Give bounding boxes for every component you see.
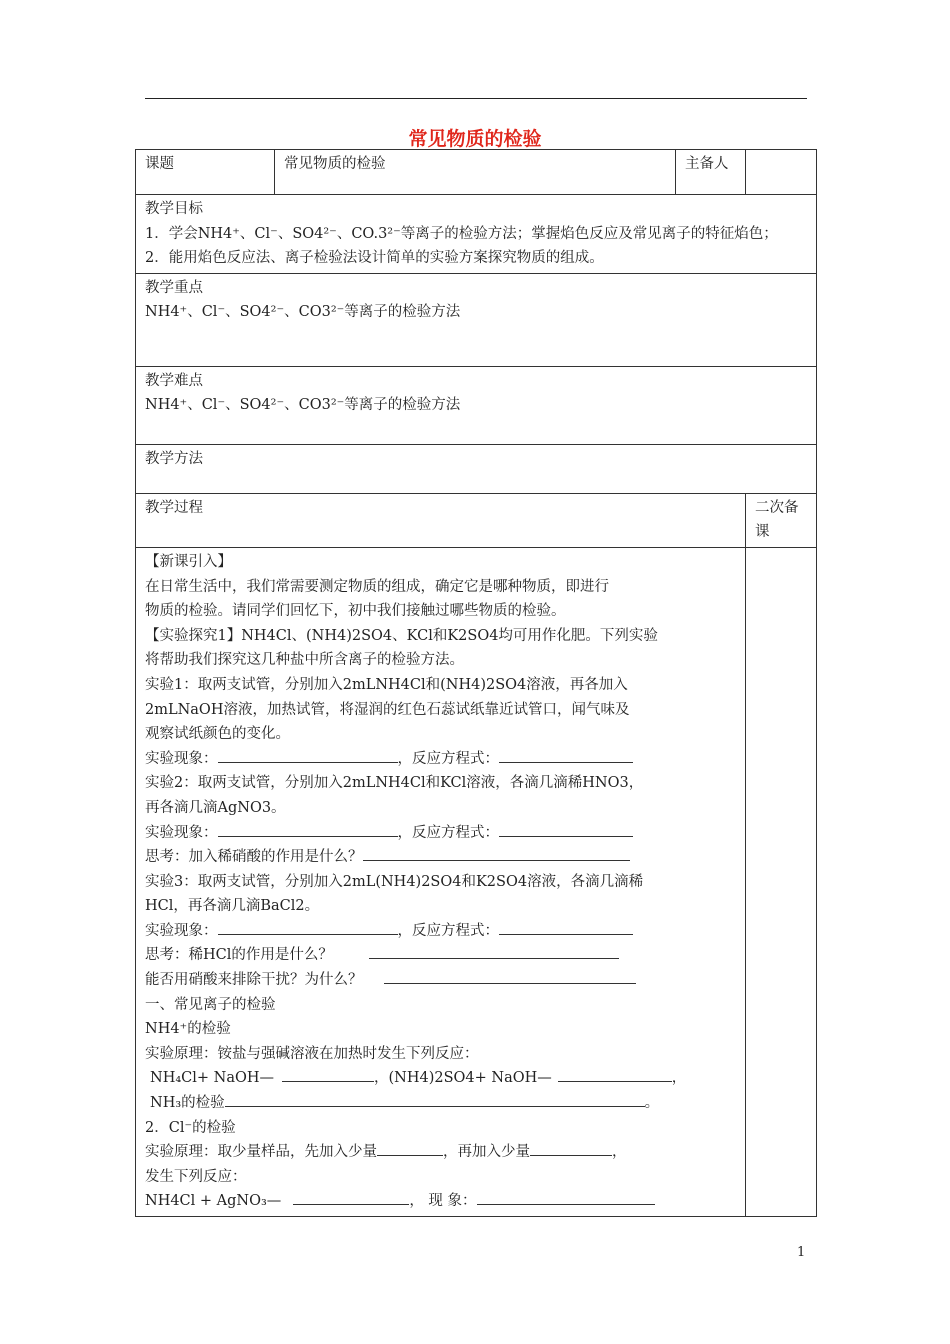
answer-blank[interactable]: [558, 1066, 672, 1082]
answer-blank[interactable]: [369, 943, 619, 959]
process-line: 2mLNaOH溶液，加热试管，将湿润的红色石蕊试纸靠近试管口，闻气味及: [145, 701, 630, 718]
page-number: 1: [797, 1245, 806, 1260]
process-line: HCl，再各滴几滴BaCl2。: [145, 898, 320, 915]
topic-label: 课题: [136, 150, 275, 195]
answer-blank[interactable]: [293, 1189, 409, 1205]
methods-row: [136, 444, 817, 493]
answer-blank[interactable]: [377, 1140, 443, 1156]
process-line: 物质的检验。请同学们回忆下，初中我们接触过哪些物质的检验。: [145, 603, 566, 620]
answer-blank[interactable]: [384, 968, 636, 984]
second-preparation-column: [746, 547, 817, 1216]
answer-blank[interactable]: [218, 821, 398, 837]
answer-blank[interactable]: [218, 747, 398, 763]
process-header-row: [136, 493, 817, 547]
process-line: 实验原理：铵盐与强碱溶液在加热时发生下列反应：: [145, 1045, 479, 1062]
process-line: 在日常生活中，我们常需要测定物质的组成，确定它是哪种物质，即进行: [145, 578, 609, 595]
equation-line: NH4Cl + AgNO₃— ， 现 象：: [145, 1189, 736, 1214]
subsection-heading: 2．Cl⁻的检验: [145, 1119, 236, 1136]
topic-row: [136, 150, 817, 195]
answer-blank[interactable]: [282, 1066, 374, 1082]
process-line: 【新课引入】: [145, 553, 232, 570]
difficulties-heading: 教学难点: [145, 372, 203, 389]
process-line: 【实验探究1】NH4Cl、(NH4)2SO4、KCl和K2SO4均可用作化肥。下列实验: [145, 627, 658, 644]
methods-heading: 教学方法: [145, 450, 203, 467]
process-line: 实验原理：取少量样品，先加入少量 ，再加入少量 ，: [145, 1140, 736, 1165]
answer-blank[interactable]: [499, 821, 633, 837]
process-line: 观察试纸颜色的变化。: [145, 726, 290, 743]
process-line: 再各滴几滴AgNO3。: [145, 799, 286, 816]
question-line: 思考：加入稀硝酸的作用是什么？: [145, 845, 736, 870]
process-line: 实验1：取两支试管，分别加入2mLNH4Cl和(NH4)2SO4溶液，再各加入: [145, 676, 628, 693]
equation-line: NH₃的检验 。: [145, 1091, 736, 1116]
objective-item: 1．学会NH4⁺、Cl⁻、SO4²⁻、CO.3²⁻等离子的检验方法；掌握焰色反应及常见离子的特征焰色；: [145, 225, 778, 242]
objectives-heading: 教学目标: [145, 201, 203, 217]
question-line: 思考：稀HCl的作用是什么？: [145, 943, 736, 968]
observation-line: 实验现象： ，反应方程式：: [145, 919, 736, 944]
answer-blank[interactable]: [530, 1140, 612, 1156]
preparer-label: 主备人: [676, 150, 746, 195]
answer-blank[interactable]: [499, 747, 633, 763]
key-points-heading: 教学重点: [145, 279, 203, 296]
process-content: [136, 547, 746, 1216]
section-heading: 一、常见离子的检验: [145, 996, 276, 1013]
process-row: [136, 547, 817, 1216]
process-line: 发生下列反应：: [145, 1168, 247, 1185]
difficulties-text: NH4⁺、Cl⁻、SO4²⁻、CO3²⁻等离子的检验方法: [145, 397, 461, 414]
observation-line: 实验现象： ，反应方程式：: [145, 747, 736, 772]
answer-blank[interactable]: [477, 1189, 655, 1205]
answer-blank[interactable]: [218, 919, 398, 935]
lesson-plan-table: [135, 149, 817, 1217]
answer-blank[interactable]: [225, 1091, 645, 1107]
objectives-row: [136, 195, 817, 274]
key-points-text: NH4⁺、Cl⁻、SO4²⁻、CO3²⁻等离子的检验方法: [145, 304, 461, 321]
process-heading: 教学过程: [136, 493, 746, 547]
key-points-row: [136, 273, 817, 366]
question-line: 能否用硝酸来排除干扰？为什么？: [145, 968, 736, 993]
objective-item: 2．能用焰色反应法、离子检验法设计简单的实验方案探究物质的组成。: [145, 250, 604, 267]
document-title: 常见物质的检验: [408, 128, 542, 150]
process-line: 实验3：取两支试管，分别加入2mL(NH4)2SO4和K2SO4溶液，各滴几滴稀: [145, 873, 644, 890]
header-rule: [145, 98, 807, 99]
difficulties-row: [136, 366, 817, 444]
subsection-heading: NH4⁺的检验: [145, 1021, 231, 1038]
preparer-value: [746, 150, 817, 195]
topic-value: 常见物质的检验: [275, 150, 676, 195]
process-line: 将帮助我们探究这几种盐中所含离子的检验方法。: [145, 652, 464, 669]
process-line: 实验2：取两支试管，分别加入2mLNH4Cl和KCl溶液，各滴几滴稀HNO3，: [145, 775, 644, 792]
answer-blank[interactable]: [499, 919, 633, 935]
equation-line: NH₄Cl+ NaOH— ，(NH4)2SO4+ NaOH— ，: [145, 1066, 736, 1091]
answer-blank[interactable]: [363, 845, 630, 861]
observation-line: 实验现象： ，反应方程式：: [145, 821, 736, 846]
side-heading: 二次备课: [746, 493, 817, 547]
